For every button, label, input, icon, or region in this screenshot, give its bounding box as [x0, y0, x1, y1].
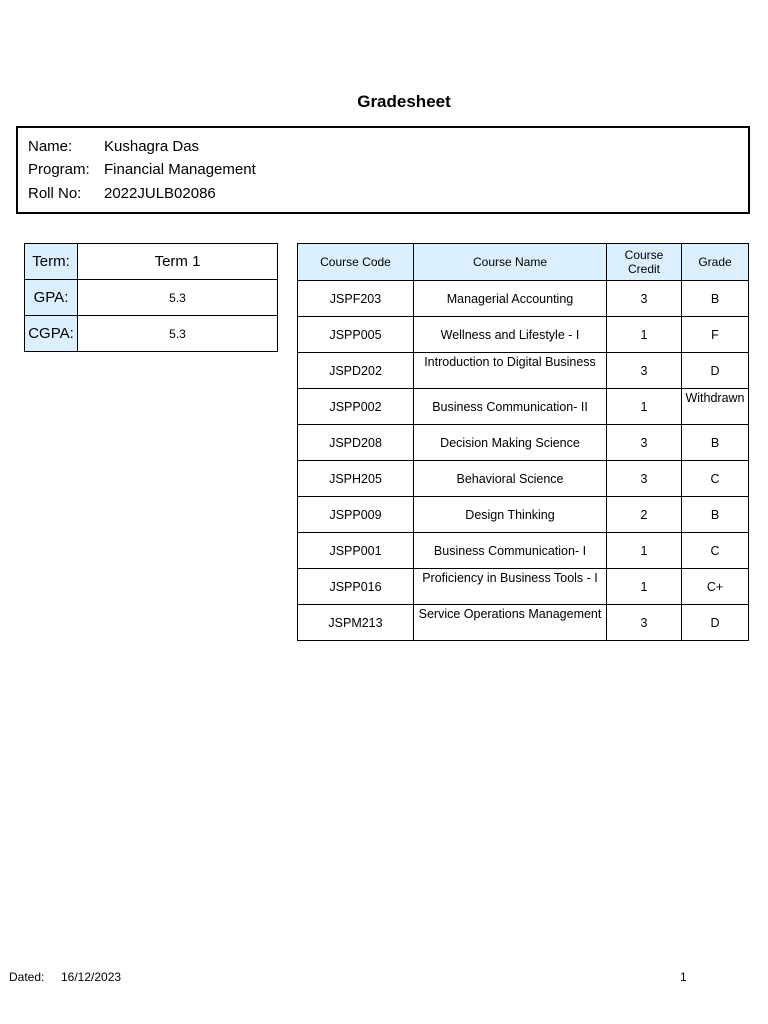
courses-header-row: [298, 244, 749, 281]
course-grade-cell: D: [682, 353, 749, 389]
course-name-cell: Service Operations Management: [414, 605, 607, 641]
course-grade-cell: C: [682, 533, 749, 569]
course-credit-cell: 1: [607, 569, 682, 605]
term-label: Term:: [25, 244, 78, 280]
cgpa-row: [25, 316, 278, 352]
header-course-credit-text: Course Credit: [624, 248, 664, 276]
roll-number: 2022JULB02086: [104, 185, 216, 202]
course-credit-cell: 1: [607, 533, 682, 569]
roll-label: Roll No:: [28, 185, 82, 202]
course-credit-cell: 3: [607, 425, 682, 461]
student-name: Kushagra Das: [104, 138, 200, 155]
course-code-cell: JSPP001: [298, 533, 414, 569]
course-code-cell: JSPP016: [298, 569, 414, 605]
course-grade-cell: F: [682, 317, 749, 353]
student-name-row: [28, 138, 199, 155]
course-name-cell: Proficiency in Business Tools - I: [414, 569, 607, 605]
course-credit-cell: 3: [607, 353, 682, 389]
program-label: Program:: [28, 161, 90, 178]
course-name-cell: Business Communication- II: [414, 389, 607, 425]
course-code-cell: JSPD208: [298, 425, 414, 461]
course-credit-cell: 3: [607, 281, 682, 317]
page-number: 1: [680, 970, 687, 984]
cgpa-label: CGPA:: [25, 316, 78, 352]
course-code-cell: JSPP009: [298, 497, 414, 533]
program-row: [28, 161, 256, 178]
table-row: [298, 281, 749, 317]
header-course-code: Course Code: [298, 244, 414, 281]
course-grade-cell: D: [682, 605, 749, 641]
table-row: [298, 317, 749, 353]
course-code-cell: JSPH205: [298, 461, 414, 497]
courses-table: [297, 243, 749, 641]
table-row: [298, 461, 749, 497]
course-name-cell: Business Communication- I: [414, 533, 607, 569]
course-grade-cell: C: [682, 461, 749, 497]
dated-value: 16/12/2023: [61, 970, 122, 984]
roll-row: [28, 185, 216, 202]
table-row: [298, 497, 749, 533]
course-code-cell: JSPM213: [298, 605, 414, 641]
course-grade-cell: Withdrawn: [682, 389, 749, 425]
header-course-credit: [607, 244, 682, 281]
student-info-box: [16, 126, 750, 214]
course-name-cell: Behavioral Science: [414, 461, 607, 497]
gpa-value: 5.3: [78, 280, 278, 316]
header-course-name: Course Name: [414, 244, 607, 281]
term-summary-table: [24, 243, 278, 352]
name-label: Name:: [28, 138, 73, 155]
course-credit-cell: 3: [607, 605, 682, 641]
table-row: [298, 353, 749, 389]
course-credit-cell: 2: [607, 497, 682, 533]
course-name-cell: Design Thinking: [414, 497, 607, 533]
course-name-cell: Decision Making Science: [414, 425, 607, 461]
term-row: [25, 244, 278, 280]
dated-label: Dated:: [9, 970, 45, 984]
program-value: Financial Management: [104, 161, 256, 178]
gpa-label: GPA:: [25, 280, 78, 316]
course-name-cell: Introduction to Digital Business: [414, 353, 607, 389]
course-grade-cell: C+: [682, 569, 749, 605]
course-code-cell: JSPP005: [298, 317, 414, 353]
page-title: Gradesheet: [357, 92, 451, 111]
course-grade-cell: B: [682, 281, 749, 317]
table-row: [298, 425, 749, 461]
course-grade-cell: B: [682, 497, 749, 533]
cgpa-value: 5.3: [78, 316, 278, 352]
course-credit-cell: 3: [607, 461, 682, 497]
course-code-cell: JSPF203: [298, 281, 414, 317]
course-credit-cell: 1: [607, 317, 682, 353]
term-value: Term 1: [78, 244, 278, 280]
course-code-cell: JSPP002: [298, 389, 414, 425]
course-name-cell: Managerial Accounting: [414, 281, 607, 317]
course-code-cell: JSPD202: [298, 353, 414, 389]
table-row: [298, 533, 749, 569]
header-grade: Grade: [682, 244, 749, 281]
table-row: [298, 605, 749, 641]
table-row: [298, 389, 749, 425]
course-credit-cell: 1: [607, 389, 682, 425]
gpa-row: [25, 280, 278, 316]
table-row: [298, 569, 749, 605]
course-grade-cell: B: [682, 425, 749, 461]
course-name-cell: Wellness and Lifestyle - I: [414, 317, 607, 353]
